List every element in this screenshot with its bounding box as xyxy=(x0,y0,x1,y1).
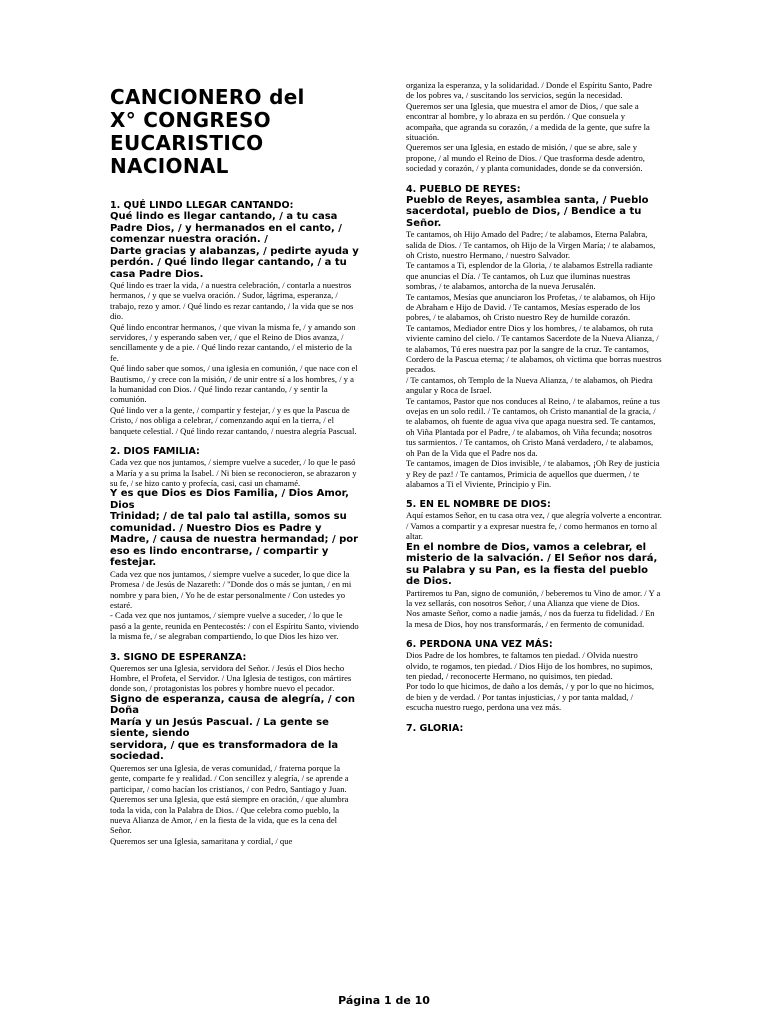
verse-text: Te cantamos, Mediador entre Dios y los hombres, / te alabamos, oh ruta viviente camino del cielo. / Te cantamos Sacerdote de la Nueva Alianza, / te alabamos, Tú eres nuestra paz por la sangre de la cruz. Te cantamos, Cordero de la Pascua eterna; / te alabamos, oh víctima que borras nuestros pecados. xyxy=(406,322,662,375)
section-heading: 2. DIOS FAMILIA: xyxy=(110,446,200,458)
title-line: CANCIONERO del xyxy=(110,85,305,109)
verse-text: Queremos ser una Iglesia, de veras comunidad, / fraterna porque la gente, comparte fe y realidad. / Con sencillez y alegría, / se aprende a participar, / como hacían los cristianos, / con Pedro, Santiago y Juan. xyxy=(110,762,349,794)
refrain-text: Signo de esperanza, causa de alegría, / con Doña xyxy=(110,693,355,717)
verse-text: / Te cantamos, oh Templo de la Nueva Alianza, / te alabamos, oh Piedra angular y Roca de Israel. xyxy=(406,374,653,396)
verse-text: Qué lindo ver a la gente, / compartir y festejar, / y es que la Pascua de Cristo, / nos obliga a celebrar, / comenzando aquí en la tierra, / el banquete celestial. / Qué lindo rezar cantando, / nuestra alegría Pascual. xyxy=(110,404,357,436)
verse-text: Cada vez que nos juntamos, / siempre vuelve a suceder, lo que dice la Promesa / de Jesús de Nazareth: / "Donde dos o más se juntan, / en mi nombre y para bien, / Yo he de estar personalmente / Con ustedes yo estaré. xyxy=(110,568,352,611)
verse-text: Te cantamos, Mesías que anunciaron los Profetas, / te alabamos, oh Hijo de Abraham e Hijo de David. / Te cantamos, Mesías esperado de los pobres, / te alabamos, oh Cristo nuestro Rey de humilde corazón. xyxy=(406,291,656,323)
verse-text: Queremos ser una Iglesia, servidora del Señor. / Jesús el Dios hecho Hombre, el Profeta, el Servidor. / Una Iglesia de testigos, con mártires donde son, / protagonistas los pobres y hombre nuevo el pecador. xyxy=(110,662,352,694)
verse-text: - Cada vez que nos juntamos, / siempre vuelve a suceder, / lo que le pasó a la gente, reunida en Pentecostés: / con el Espíritu Santo, viviendo la misma fe, / se alegraban compartiendo, lo que Dios les hizo ver. xyxy=(110,610,359,642)
refrain-text: Y es que Dios es Dios Familia, / Dios Amor, Dios xyxy=(110,488,349,511)
verse-text: organiza la esperanza, y la solidaridad. / Donde el Espíritu Santo, Padre de los pobres va, / suscitando los servicios, según la necesidad. xyxy=(406,80,653,101)
right-column xyxy=(406,80,662,734)
section-heading: 7. GLORIA: xyxy=(406,722,464,734)
section-heading: 3. SIGNO DE ESPERANZA: xyxy=(110,651,247,663)
verse-text: Aquí estamos Señor, en tu casa otra vez, / que alegría volverte a encontrar. / Vamos a compartir y a expresar nuestra fe, / como hermanos en torno al altar. xyxy=(406,510,662,542)
refrain-text: Qué lindo es llegar cantando, / a tu casa Padre Dios, / y hermanados en el canto, / comenzar nuestra oración. / xyxy=(110,211,342,245)
section-heading: 5. EN EL NOMBRE DE DIOS: xyxy=(406,499,551,511)
refrain-text: Pueblo de Reyes, asamblea santa, / Pueblo sacerdotal, pueblo de Dios, / Bendice a tu Señor. xyxy=(406,194,649,229)
right-text-flow xyxy=(406,80,662,734)
verse-text: Por todo lo que hicimos, de daño a los demás, / y por lo que no hicimos, de bien y de verdad. / Por tantas injusticias, / y por tanta maldad, / escucha nuestro ruego, perdona una vez más. xyxy=(406,681,654,713)
left-text-flow xyxy=(110,200,360,846)
verse-text: Qué lindo saber que somos, / una iglesia en comunión, / que nace con el Bautismo, / y crece con la misión, / de unir entre sí a los hombres, / y a la humanidad con Dios. / Qué lindo rezar cantando, / y sentir la comunión. xyxy=(110,363,358,405)
refrain-text: servidora, / que es transformadora de la sociedad. xyxy=(110,739,339,763)
verse-text: Te cantamos, oh Hijo Amado del Padre; / te alabamos, Eterna Palabra, salida de Dios. / Te cantamos, oh Hijo de la Virgen María; / te alabamos, oh Cristo, nuestro Hermano, / nuestro Salvador. xyxy=(406,229,656,260)
section-heading: 6. PERDONA UNA VEZ MÁS: xyxy=(406,639,553,651)
verse-text: Te cantamos a Ti, esplendor de la Gloria, / te alabamos Estrella radiante que anuncias el Día. / Te cantamos, oh Luz que iluminas nuestras sombras, / te alabamos, antorcha de la nueva Jerusalén. xyxy=(406,260,653,292)
verse-text: Queremos ser una Iglesia, en estado de misión, / que se abre, sale y propone, / al mundo el Reino de Dios. / Que trasforma desde adentro, sociedad y corazón, / y planta comunidades, donde se da conversión. xyxy=(406,142,645,174)
verse-text: Queremos ser una Iglesia, que está siempre en oración, / que alumbra toda la vida, con la Palabra de Dios. / Que celebra como pueblo, la nueva Alianza de Amor, / en la fiesta de la vida, que es la cena del Señor. xyxy=(110,794,349,836)
refrain-text: En el nombre de Dios, vamos a celebrar, el misterio de la salvación. / El Señor nos dará, su Palabra y su Pan, es la fiesta del pueblo de Dios. xyxy=(406,541,658,588)
verse-text: Te cantamos, imagen de Dios invisible, / te alabamos, ¡Oh Rey de justicia y Rey de paz! / Te cantamos, Primicia de aquellos que duermen, / te alabamos a Ti el Viviente, Principio y Fin. xyxy=(406,458,660,489)
verse-text: Nos amaste Señor, como a nadie jamás, / nos da fuerza tu fidelidad. / En la mesa de Dios, hoy nos transformarás, / en fermento de comunidad. xyxy=(406,608,655,629)
section-heading: 1. QUÉ LINDO LLEGAR CANTANDO: xyxy=(110,200,294,211)
verse-text: Queremos ser una Iglesia, que muestra el amor de Dios, / que sale a encontrar al hombre, y lo abraza en su perdón. / Que consuela y acompaña, que agranda su corazón, / a medida de la gente, que sufre la situación. xyxy=(406,100,650,143)
title-line: NACIONAL xyxy=(110,154,229,178)
section-heading: 4. PUEBLO DE REYES: xyxy=(406,183,521,195)
left-column xyxy=(110,80,360,846)
verse-text: Qué lindo encontrar hermanos, / que vivan la misma fe, / y amando son servidores, / y esperando saben ver, / que el Reino de Dios avanza, / sencillamente y de a pie. / Qué lindo rezar cantando, / el misterio de la fe. xyxy=(110,321,356,363)
document-title xyxy=(110,86,360,178)
verse-text: Dios Padre de los hombres, te faltamos ten piedad. / Olvida nuestro olvido, te rogamos, ten piedad. / Dios Hijo de los hombres, no supimos, ten piedad, / reconocerte Hermano, no quisimos, ten piedad. xyxy=(406,650,653,681)
verse-text: Te cantamos, Pastor que nos conduces al Reino, / te alabamos, reúne a tus ovejas en un solo redil. / Te cantamos, oh Cristo manantial de la gracia, / te alabamos, oh fuente de agua viva que apaga nuestra sed. Te cantamos, oh Viña Plantada por el Padre, / te alabamos, oh Viña fecunda; nosotros tus sarmientos. / Te cantamos, oh Cristo Maná verdadero, / te alabamos, oh Pan de la Vida que el Padre nos da. xyxy=(406,395,660,458)
verse-text: Qué lindo es traer la vida, / a nuestra celebración, / contarla a nuestros hermanos, / y que se vuelva oración. / Sudor, lágrima, esperanza, / trabajo, rezo y amor. / Qué lindo es rezar cantando, / la vida que se nos dio. xyxy=(110,280,354,322)
verse-text: Partiremos tu Pan, signo de comunión, / beberemos tu Vino de amor. / Y a la vez sellarás, con nosotros Señor, / una Alianza que viene de Dios. xyxy=(406,587,661,608)
title-line: EUCARISTICO xyxy=(110,131,264,155)
refrain-text: Trinidad; / de tal palo tal astilla, somos su comunidad. / Nuestro Dios es Padre y Madre, / causa de nuestra hermandad; / por eso es lindo encontrarse, / compartir y festejar. xyxy=(110,511,359,569)
refrain-text: Darte gracias y alabanzas, / pedirte ayuda y perdón. / Qué lindo llegar cantando, / a tu casa Padre Dios. xyxy=(110,245,359,280)
verse-text: Cada vez que nos juntamos, / siempre vuelve a suceder, / lo que le pasó a María y a su prima la Isabel. / Ni bien se reconocieron, se abrazaron y su fe, / se hizo canto y profecía, casi, casi un chamamé. xyxy=(110,457,357,488)
title-line: X° CONGRESO xyxy=(110,108,271,132)
refrain-text: María y un Jesús Pascual. / La gente se siente, siendo xyxy=(110,716,329,740)
verse-text: Queremos ser una Iglesia, samaritana y cordial, / que xyxy=(110,835,293,846)
page-number: Página 1 de 10 xyxy=(338,994,430,1007)
